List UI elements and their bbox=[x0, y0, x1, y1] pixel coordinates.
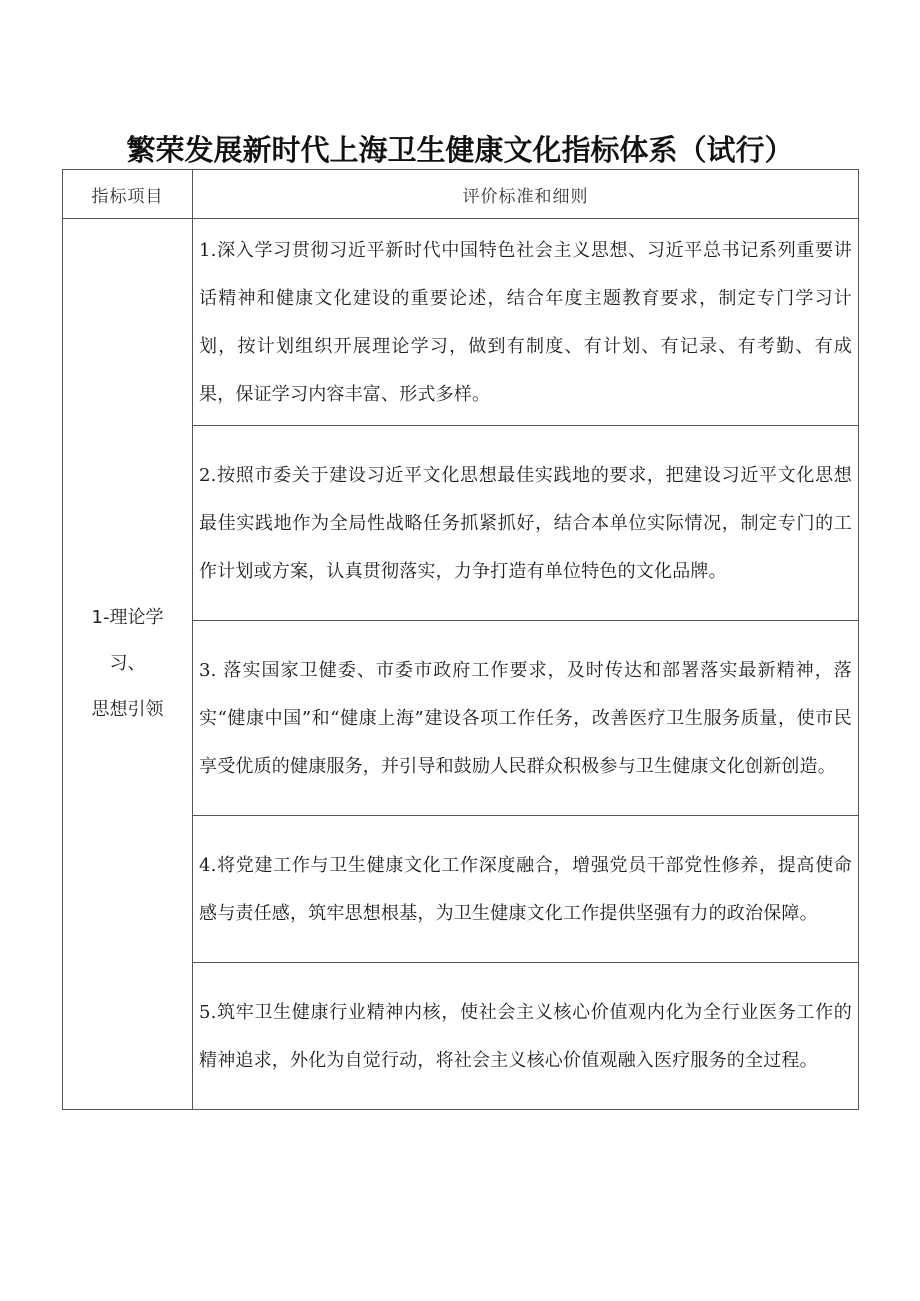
criterion-5: 5.筑牢卫生健康行业精神内核，使社会主义核心价值观内化为全行业医务工作的精神追求，外化为自觉行动，将社会主义核心价值观融入医疗服务的全过程。 bbox=[193, 963, 859, 1110]
indicator-item-line: 思想引领 bbox=[91, 699, 164, 720]
table-row bbox=[63, 219, 859, 426]
header-evaluation-criteria: 评价标准和细则 bbox=[193, 170, 859, 219]
indicator-item-line: 习、 bbox=[109, 653, 146, 674]
criterion-2: 2.按照市委关于建设习近平文化思想最佳实践地的要求，把建设习近平文化思想最佳实践地作为全局性战略任务抓紧抓好，结合本单位实际情况，制定专门的工作计划或方案，认真贯彻落实，力争打造有单位特色的文化品牌。 bbox=[193, 426, 859, 621]
document-title: 繁荣发展新时代上海卫生健康文化指标体系（试行） bbox=[126, 133, 794, 167]
criterion-1: 1.深入学习贯彻习近平新时代中国特色社会主义思想、习近平总书记系列重要讲话精神和健康文化建设的重要论述，结合年度主题教育要求，制定专门学习计划，按计划组织开展理论学习，做到有制度、有计划、有记录、有考勤、有成果，保证学习内容丰富、形式多样。 bbox=[193, 219, 859, 426]
criterion-3: 3. 落实国家卫健委、市委市政府工作要求，及时传达和部署落实最新精神，落实“健康中国”和“健康上海”建设各项工作任务，改善医疗卫生服务质量，使市民享受优质的健康服务，并引导和鼓励人民群众积极参与卫生健康文化创新创造。 bbox=[193, 621, 859, 816]
indicator-table bbox=[62, 169, 859, 1110]
criterion-4: 4.将党建工作与卫生健康文化工作深度融合，增强党员干部党性修养，提高使命感与责任感，筑牢思想根基，为卫生健康文化工作提供坚强有力的政治保障。 bbox=[193, 816, 859, 963]
indicator-item-cell bbox=[63, 219, 193, 1110]
header-indicator-item: 指标项目 bbox=[63, 170, 193, 219]
table-header-row bbox=[63, 170, 859, 219]
indicator-item-line: 1-理论学 bbox=[91, 607, 164, 628]
